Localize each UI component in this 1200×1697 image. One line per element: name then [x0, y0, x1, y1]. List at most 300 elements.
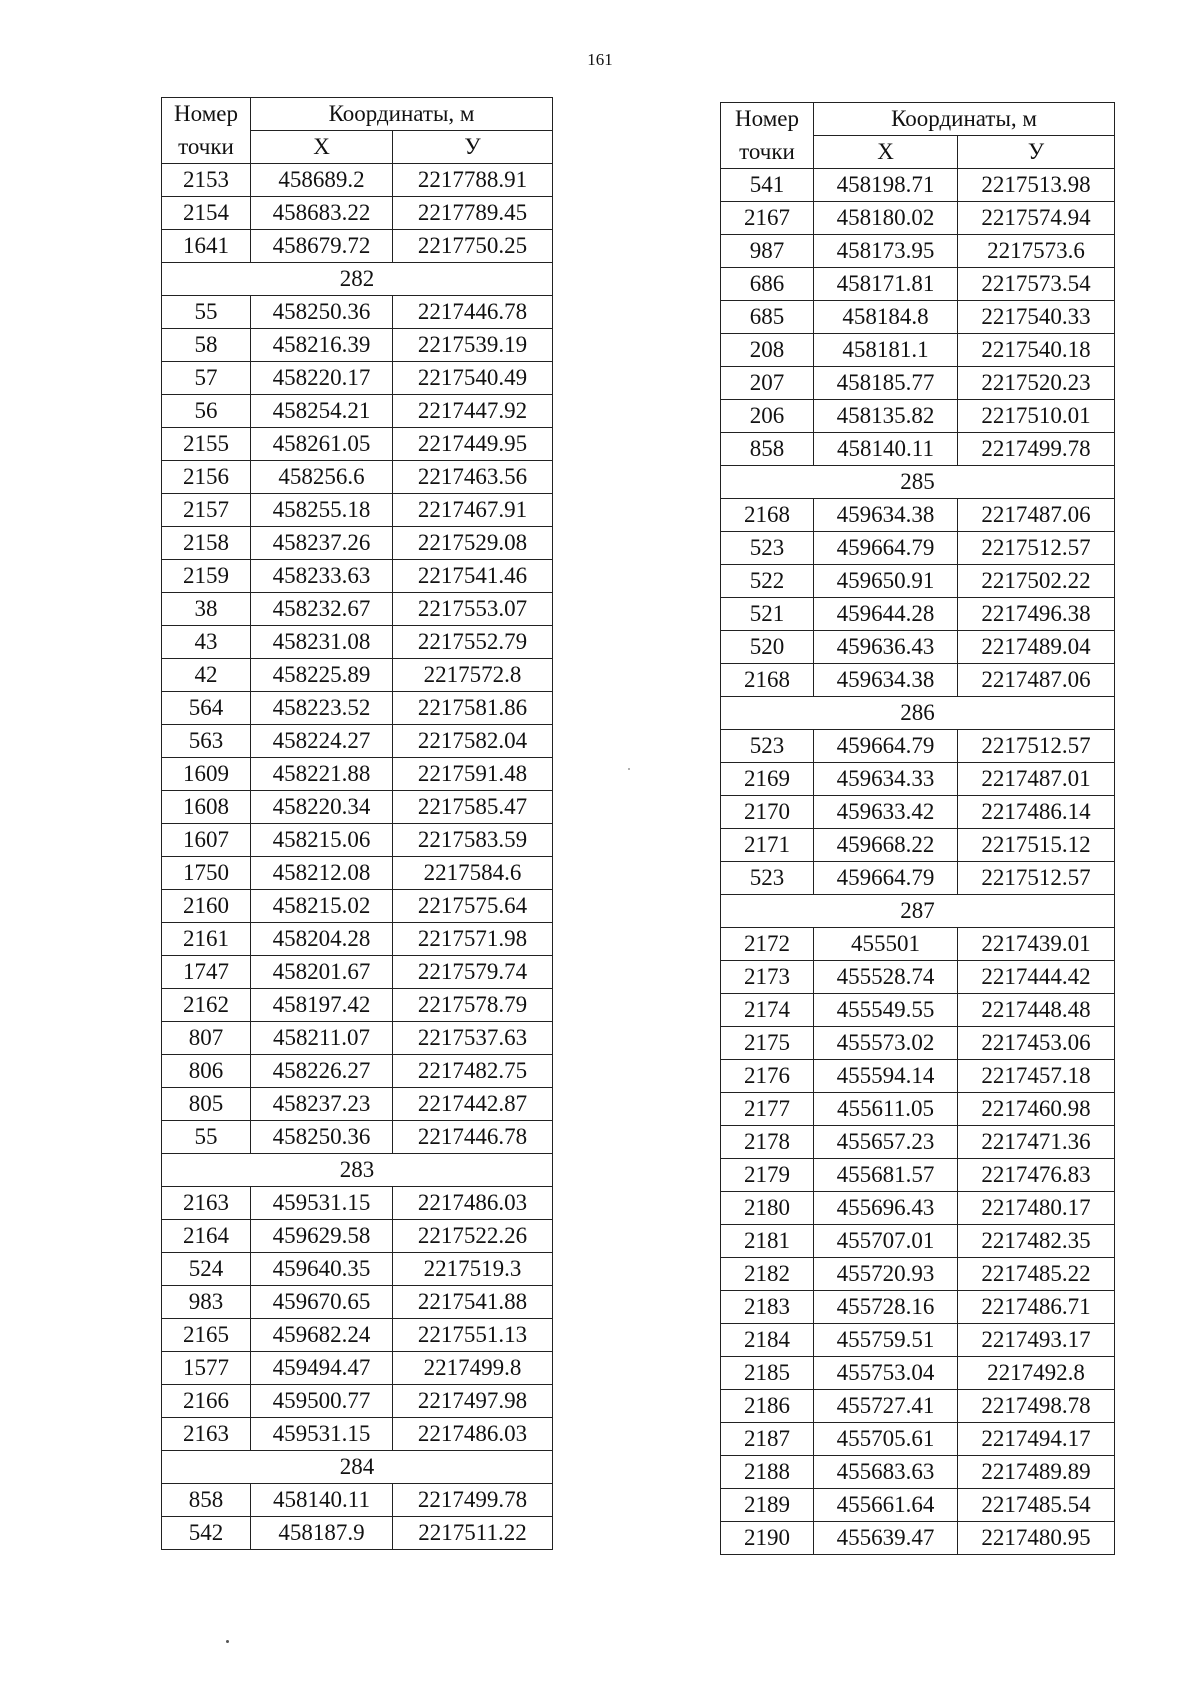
- point-number-cell: 2177: [721, 1093, 814, 1126]
- table-row: [721, 235, 1115, 268]
- point-number-cell: 2164: [162, 1220, 251, 1253]
- point-number-cell: 2163: [162, 1187, 251, 1220]
- table-row: [162, 725, 553, 758]
- x-column-header: X: [251, 131, 393, 164]
- table-row: [162, 1352, 553, 1385]
- x-coordinate-cell: 458237.23: [251, 1088, 393, 1121]
- x-coordinate-cell: 458250.36: [251, 296, 393, 329]
- x-coordinate-cell: 459494.47: [251, 1352, 393, 1385]
- table-row: [721, 1027, 1115, 1060]
- y-coordinate-cell: 2217499.78: [393, 1484, 553, 1517]
- table-row: [721, 829, 1115, 862]
- y-coordinate-cell: 2217499.78: [958, 433, 1115, 466]
- table-body-right: [721, 169, 1115, 1555]
- x-coordinate-cell: 458180.02: [814, 202, 958, 235]
- y-coordinate-cell: 2217453.06: [958, 1027, 1115, 1060]
- y-coordinate-cell: 2217540.33: [958, 301, 1115, 334]
- x-coordinate-cell: 458212.08: [251, 857, 393, 890]
- y-coordinate-cell: 2217446.78: [393, 296, 553, 329]
- table-row: [721, 1291, 1115, 1324]
- table-row: [162, 494, 553, 527]
- point-number-header-line2: точки: [162, 131, 251, 164]
- table-row: [162, 527, 553, 560]
- point-number-cell: 1750: [162, 857, 251, 890]
- y-coordinate-cell: 2217494.17: [958, 1423, 1115, 1456]
- table-row: [721, 664, 1115, 697]
- point-number-cell: 2166: [162, 1385, 251, 1418]
- y-coordinate-cell: 2217480.17: [958, 1192, 1115, 1225]
- y-coordinate-cell: 2217789.45: [393, 197, 553, 230]
- y-coordinate-cell: 2217591.48: [393, 758, 553, 791]
- x-coordinate-cell: 455661.64: [814, 1489, 958, 1522]
- x-coordinate-cell: 459668.22: [814, 829, 958, 862]
- x-coordinate-cell: 459633.42: [814, 796, 958, 829]
- point-number-cell: 56: [162, 395, 251, 428]
- x-coordinate-cell: 458204.28: [251, 923, 393, 956]
- table-body-left: [162, 164, 553, 1550]
- table-row: [721, 1324, 1115, 1357]
- x-coordinate-cell: 459634.38: [814, 499, 958, 532]
- point-number-cell: 42: [162, 659, 251, 692]
- point-number-cell: 686: [721, 268, 814, 301]
- x-coordinate-cell: 458221.88: [251, 758, 393, 791]
- x-coordinate-cell: 458140.11: [814, 433, 958, 466]
- y-coordinate-cell: 2217498.78: [958, 1390, 1115, 1423]
- y-coordinate-cell: 2217502.22: [958, 565, 1115, 598]
- x-coordinate-cell: 459531.15: [251, 1187, 393, 1220]
- x-coordinate-cell: 455720.93: [814, 1258, 958, 1291]
- x-coordinate-cell: 458225.89: [251, 659, 393, 692]
- x-coordinate-cell: 458250.36: [251, 1121, 393, 1154]
- point-number-cell: 2178: [721, 1126, 814, 1159]
- y-coordinate-cell: 2217571.98: [393, 923, 553, 956]
- x-coordinate-cell: 458201.67: [251, 956, 393, 989]
- point-number-cell: 523: [721, 730, 814, 763]
- x-coordinate-cell: 458679.72: [251, 230, 393, 263]
- y-coordinate-cell: 2217552.79: [393, 626, 553, 659]
- table-row: [162, 428, 553, 461]
- x-coordinate-cell: 455728.16: [814, 1291, 958, 1324]
- y-coordinate-cell: 2217485.54: [958, 1489, 1115, 1522]
- point-number-cell: 2181: [721, 1225, 814, 1258]
- x-coordinate-cell: 458261.05: [251, 428, 393, 461]
- section-row: [721, 895, 1115, 928]
- point-number-header-line2: точки: [721, 136, 814, 169]
- point-number-cell: 685: [721, 301, 814, 334]
- table-row: [721, 763, 1115, 796]
- y-coordinate-cell: 2217551.13: [393, 1319, 553, 1352]
- x-coordinate-cell: 459531.15: [251, 1418, 393, 1451]
- x-coordinate-cell: 459664.79: [814, 862, 958, 895]
- point-number-cell: 564: [162, 692, 251, 725]
- x-coordinate-cell: 455501: [814, 928, 958, 961]
- y-coordinate-cell: 2217572.8: [393, 659, 553, 692]
- point-number-cell: 2183: [721, 1291, 814, 1324]
- x-coordinate-cell: 455705.61: [814, 1423, 958, 1456]
- x-coordinate-cell: 455549.55: [814, 994, 958, 1027]
- y-coordinate-cell: 2217492.8: [958, 1357, 1115, 1390]
- table-row: [721, 928, 1115, 961]
- point-number-header: Номер: [162, 98, 251, 131]
- y-coordinate-cell: 2217537.63: [393, 1022, 553, 1055]
- y-coordinate-cell: 2217497.98: [393, 1385, 553, 1418]
- point-number-cell: 521: [721, 598, 814, 631]
- point-number-cell: 1747: [162, 956, 251, 989]
- x-coordinate-cell: 459650.91: [814, 565, 958, 598]
- table-row: [162, 857, 553, 890]
- point-number-cell: 55: [162, 296, 251, 329]
- x-coordinate-cell: 459644.28: [814, 598, 958, 631]
- x-coordinate-cell: 455594.14: [814, 1060, 958, 1093]
- x-coordinate-cell: 458184.8: [814, 301, 958, 334]
- section-label: 282: [162, 263, 553, 296]
- x-coordinate-cell: 455573.02: [814, 1027, 958, 1060]
- table-row: [721, 994, 1115, 1027]
- table-row: [162, 791, 553, 824]
- point-number-cell: 522: [721, 565, 814, 598]
- x-coordinate-cell: 458171.81: [814, 268, 958, 301]
- point-number-cell: 2157: [162, 494, 251, 527]
- y-coordinate-cell: 2217496.38: [958, 598, 1115, 631]
- point-number-cell: 2172: [721, 928, 814, 961]
- point-number-cell: 2189: [721, 1489, 814, 1522]
- point-number-cell: 2159: [162, 560, 251, 593]
- y-coordinate-cell: 2217515.12: [958, 829, 1115, 862]
- table-row: [721, 1225, 1115, 1258]
- section-row: [721, 466, 1115, 499]
- x-coordinate-cell: 458237.26: [251, 527, 393, 560]
- point-number-cell: 2185: [721, 1357, 814, 1390]
- table-row: [162, 1484, 553, 1517]
- table-row: [162, 461, 553, 494]
- table-row: [162, 956, 553, 989]
- table-row: [721, 202, 1115, 235]
- table-row: [721, 1423, 1115, 1456]
- point-number-cell: 1641: [162, 230, 251, 263]
- point-number-header: Номер: [721, 103, 814, 136]
- section-label: 285: [721, 466, 1115, 499]
- y-coordinate-cell: 2217512.57: [958, 532, 1115, 565]
- point-number-cell: 2176: [721, 1060, 814, 1093]
- table-row: [162, 758, 553, 791]
- y-coordinate-cell: 2217529.08: [393, 527, 553, 560]
- x-coordinate-cell: 458224.27: [251, 725, 393, 758]
- y-coordinate-cell: 2217439.01: [958, 928, 1115, 961]
- x-coordinate-cell: 455639.47: [814, 1522, 958, 1555]
- x-coordinate-cell: 458173.95: [814, 235, 958, 268]
- y-coordinate-cell: 2217512.57: [958, 862, 1115, 895]
- y-column-header: У: [393, 131, 553, 164]
- x-coordinate-cell: 458255.18: [251, 494, 393, 527]
- table-row: [162, 1385, 553, 1418]
- point-number-cell: 2188: [721, 1456, 814, 1489]
- x-coordinate-cell: 459664.79: [814, 532, 958, 565]
- x-coordinate-cell: 458198.71: [814, 169, 958, 202]
- table-row: [162, 1220, 553, 1253]
- point-number-cell: 2168: [721, 664, 814, 697]
- y-coordinate-cell: 2217750.25: [393, 230, 553, 263]
- point-number-cell: 541: [721, 169, 814, 202]
- table-row: [162, 923, 553, 956]
- table-row: [721, 961, 1115, 994]
- table-row: [162, 1187, 553, 1220]
- table-row: [162, 593, 553, 626]
- y-coordinate-cell: 2217489.04: [958, 631, 1115, 664]
- table-row: [721, 1390, 1115, 1423]
- x-coordinate-cell: 458231.08: [251, 626, 393, 659]
- y-coordinate-cell: 2217463.56: [393, 461, 553, 494]
- y-coordinate-cell: 2217583.59: [393, 824, 553, 857]
- x-coordinate-cell: 459634.33: [814, 763, 958, 796]
- y-coordinate-cell: 2217540.49: [393, 362, 553, 395]
- point-number-cell: 523: [721, 862, 814, 895]
- table-row: [721, 1456, 1115, 1489]
- y-coordinate-cell: 2217471.36: [958, 1126, 1115, 1159]
- y-coordinate-cell: 2217540.18: [958, 334, 1115, 367]
- y-coordinate-cell: 2217539.19: [393, 329, 553, 362]
- x-coordinate-cell: 459500.77: [251, 1385, 393, 1418]
- y-coordinate-cell: 2217487.06: [958, 499, 1115, 532]
- point-number-cell: 2163: [162, 1418, 251, 1451]
- y-coordinate-cell: 2217553.07: [393, 593, 553, 626]
- y-coordinate-cell: 2217582.04: [393, 725, 553, 758]
- y-coordinate-cell: 2217584.6: [393, 857, 553, 890]
- table-row: [721, 1159, 1115, 1192]
- table-row: [162, 164, 553, 197]
- table-row: [721, 730, 1115, 763]
- section-row: [721, 697, 1115, 730]
- y-coordinate-cell: 2217487.06: [958, 664, 1115, 697]
- point-number-cell: 2182: [721, 1258, 814, 1291]
- point-number-cell: 2168: [721, 499, 814, 532]
- x-coordinate-cell: 459664.79: [814, 730, 958, 763]
- x-coordinate-cell: 458185.77: [814, 367, 958, 400]
- point-number-cell: 207: [721, 367, 814, 400]
- scan-speck: [226, 1640, 229, 1643]
- point-number-cell: 2174: [721, 994, 814, 1027]
- table-row: [162, 1121, 553, 1154]
- y-coordinate-cell: 2217442.87: [393, 1088, 553, 1121]
- x-coordinate-cell: 458254.21: [251, 395, 393, 428]
- point-number-cell: 1577: [162, 1352, 251, 1385]
- scan-speck: [628, 768, 630, 770]
- point-number-cell: 2156: [162, 461, 251, 494]
- point-number-cell: 2153: [162, 164, 251, 197]
- point-number-cell: 2190: [721, 1522, 814, 1555]
- table-row: [721, 367, 1115, 400]
- point-number-cell: 2170: [721, 796, 814, 829]
- point-number-cell: 1609: [162, 758, 251, 791]
- x-coordinate-cell: 455759.51: [814, 1324, 958, 1357]
- point-number-cell: 2179: [721, 1159, 814, 1192]
- y-coordinate-cell: 2217487.01: [958, 763, 1115, 796]
- point-number-cell: 2175: [721, 1027, 814, 1060]
- point-number-cell: 2154: [162, 197, 251, 230]
- x-coordinate-cell: 459636.43: [814, 631, 958, 664]
- point-number-cell: 58: [162, 329, 251, 362]
- point-number-cell: 2162: [162, 989, 251, 1022]
- point-number-cell: 983: [162, 1286, 251, 1319]
- table-row: [721, 499, 1115, 532]
- x-coordinate-cell: 458689.2: [251, 164, 393, 197]
- x-coordinate-cell: 455528.74: [814, 961, 958, 994]
- y-coordinate-cell: 2217480.95: [958, 1522, 1115, 1555]
- point-number-cell: 208: [721, 334, 814, 367]
- coordinates-header: Координаты, м: [251, 98, 553, 131]
- x-coordinate-cell: 458135.82: [814, 400, 958, 433]
- table-row: [162, 1286, 553, 1319]
- point-number-cell: 858: [162, 1484, 251, 1517]
- x-coordinate-cell: 458232.67: [251, 593, 393, 626]
- coordinates-header: Координаты, м: [814, 103, 1115, 136]
- y-coordinate-cell: 2217541.46: [393, 560, 553, 593]
- point-number-cell: 2167: [721, 202, 814, 235]
- y-coordinate-cell: 2217513.98: [958, 169, 1115, 202]
- table-row: [162, 692, 553, 725]
- page-number: 161: [587, 50, 613, 69]
- y-coordinate-cell: 2217485.22: [958, 1258, 1115, 1291]
- x-coordinate-cell: 455657.23: [814, 1126, 958, 1159]
- point-number-cell: 523: [721, 532, 814, 565]
- y-coordinate-cell: 2217447.92: [393, 395, 553, 428]
- point-number-cell: 55: [162, 1121, 251, 1154]
- table-row: [162, 1055, 553, 1088]
- section-row: [162, 1154, 553, 1187]
- x-coordinate-cell: 455681.57: [814, 1159, 958, 1192]
- y-coordinate-cell: 2217486.03: [393, 1187, 553, 1220]
- y-coordinate-cell: 2217788.91: [393, 164, 553, 197]
- table-row: [162, 989, 553, 1022]
- x-coordinate-cell: 458683.22: [251, 197, 393, 230]
- x-coordinate-cell: 458220.34: [251, 791, 393, 824]
- x-coordinate-cell: 458211.07: [251, 1022, 393, 1055]
- x-coordinate-cell: 455696.43: [814, 1192, 958, 1225]
- y-coordinate-cell: 2217520.23: [958, 367, 1115, 400]
- x-coordinate-cell: 455611.05: [814, 1093, 958, 1126]
- y-coordinate-cell: 2217519.3: [393, 1253, 553, 1286]
- table-row: [721, 1357, 1115, 1390]
- table-row: [162, 1022, 553, 1055]
- section-label: 284: [162, 1451, 553, 1484]
- point-number-cell: 38: [162, 593, 251, 626]
- point-number-cell: 206: [721, 400, 814, 433]
- coordinates-table-right: [720, 102, 1115, 1555]
- x-coordinate-cell: 458187.9: [251, 1517, 393, 1550]
- x-column-header: X: [814, 136, 958, 169]
- x-coordinate-cell: 458216.39: [251, 329, 393, 362]
- y-coordinate-cell: 2217457.18: [958, 1060, 1115, 1093]
- y-coordinate-cell: 2217482.35: [958, 1225, 1115, 1258]
- x-coordinate-cell: 458233.63: [251, 560, 393, 593]
- table-row: [162, 329, 553, 362]
- point-number-cell: 805: [162, 1088, 251, 1121]
- table-row: [721, 400, 1115, 433]
- y-coordinate-cell: 2217573.54: [958, 268, 1115, 301]
- table-row: [721, 631, 1115, 664]
- section-label: 286: [721, 697, 1115, 730]
- x-coordinate-cell: 459670.65: [251, 1286, 393, 1319]
- table-row: [162, 1253, 553, 1286]
- table-row: [162, 659, 553, 692]
- x-coordinate-cell: 458215.02: [251, 890, 393, 923]
- y-coordinate-cell: 2217482.75: [393, 1055, 553, 1088]
- y-coordinate-cell: 2217493.17: [958, 1324, 1115, 1357]
- y-coordinate-cell: 2217573.6: [958, 235, 1115, 268]
- point-number-cell: 2186: [721, 1390, 814, 1423]
- point-number-cell: 2171: [721, 829, 814, 862]
- x-coordinate-cell: 459640.35: [251, 1253, 393, 1286]
- point-number-cell: 2161: [162, 923, 251, 956]
- table-row: [721, 532, 1115, 565]
- y-coordinate-cell: 2217446.78: [393, 1121, 553, 1154]
- table-row: [162, 1418, 553, 1451]
- point-number-cell: 2165: [162, 1319, 251, 1352]
- table-row: [721, 796, 1115, 829]
- y-coordinate-cell: 2217510.01: [958, 400, 1115, 433]
- y-coordinate-cell: 2217449.95: [393, 428, 553, 461]
- x-coordinate-cell: 458197.42: [251, 989, 393, 1022]
- point-number-cell: 2184: [721, 1324, 814, 1357]
- y-coordinate-cell: 2217499.8: [393, 1352, 553, 1385]
- table-row: [162, 626, 553, 659]
- table-row: [721, 1093, 1115, 1126]
- y-coordinate-cell: 2217574.94: [958, 202, 1115, 235]
- table-row: [721, 169, 1115, 202]
- table-row: [721, 433, 1115, 466]
- x-coordinate-cell: 458256.6: [251, 461, 393, 494]
- point-number-cell: 2187: [721, 1423, 814, 1456]
- table-row: [162, 395, 553, 428]
- x-coordinate-cell: 458215.06: [251, 824, 393, 857]
- x-coordinate-cell: 458181.1: [814, 334, 958, 367]
- y-coordinate-cell: 2217575.64: [393, 890, 553, 923]
- point-number-cell: 2158: [162, 527, 251, 560]
- table-row: [721, 1258, 1115, 1291]
- y-coordinate-cell: 2217460.98: [958, 1093, 1115, 1126]
- point-number-cell: 2173: [721, 961, 814, 994]
- table-row: [162, 560, 553, 593]
- y-coordinate-cell: 2217512.57: [958, 730, 1115, 763]
- point-number-cell: 542: [162, 1517, 251, 1550]
- table-row: [162, 362, 553, 395]
- table-row: [162, 197, 553, 230]
- x-coordinate-cell: 458140.11: [251, 1484, 393, 1517]
- table-row: [721, 268, 1115, 301]
- x-coordinate-cell: 455727.41: [814, 1390, 958, 1423]
- section-label: 287: [721, 895, 1115, 928]
- x-coordinate-cell: 455707.01: [814, 1225, 958, 1258]
- table-row: [721, 1489, 1115, 1522]
- section-row: [162, 1451, 553, 1484]
- y-coordinate-cell: 2217541.88: [393, 1286, 553, 1319]
- y-coordinate-cell: 2217476.83: [958, 1159, 1115, 1192]
- table-row: [721, 1060, 1115, 1093]
- x-coordinate-cell: 455683.63: [814, 1456, 958, 1489]
- table-row: [162, 1517, 553, 1550]
- point-number-cell: 563: [162, 725, 251, 758]
- y-coordinate-cell: 2217467.91: [393, 494, 553, 527]
- point-number-cell: 806: [162, 1055, 251, 1088]
- y-column-header: У: [958, 136, 1115, 169]
- table-row: [721, 1192, 1115, 1225]
- x-coordinate-cell: 455753.04: [814, 1357, 958, 1390]
- x-coordinate-cell: 459634.38: [814, 664, 958, 697]
- y-coordinate-cell: 2217486.03: [393, 1418, 553, 1451]
- table-row: [721, 598, 1115, 631]
- table-row: [721, 1522, 1115, 1555]
- point-number-cell: 2155: [162, 428, 251, 461]
- table-row: [721, 565, 1115, 598]
